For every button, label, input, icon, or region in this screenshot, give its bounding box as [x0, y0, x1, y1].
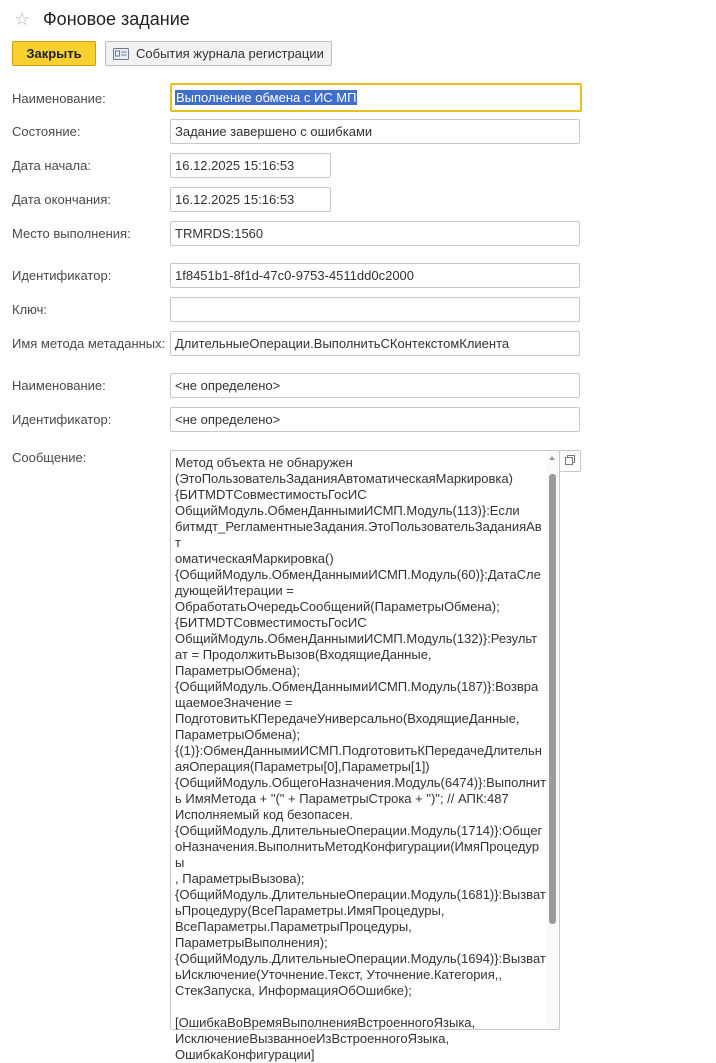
state-label: Состояние: [12, 124, 81, 139]
name2-field[interactable]: <не определено> [170, 373, 580, 398]
method-field[interactable]: ДлительныеОперации.ВыполнитьСКонтекстомКлиента [170, 331, 580, 356]
star-icon[interactable]: ☆ [14, 9, 31, 29]
start-date-label: Дата начала: [12, 158, 91, 173]
scrollbar-thumb[interactable] [549, 474, 556, 924]
location-label: Место выполнения: [12, 226, 131, 241]
close-button[interactable]: Закрыть [12, 41, 96, 66]
key-field[interactable] [170, 297, 580, 322]
start-date-field[interactable]: 16.12.2025 15:16:53 [170, 153, 331, 178]
title-bar [14, 7, 190, 31]
expand-icon [564, 454, 576, 469]
message-label: Сообщение: [12, 450, 87, 465]
name-field[interactable] [170, 83, 582, 112]
name-label: Наименование: [12, 91, 106, 106]
name-value: Выполнение обмена с ИС МП [176, 90, 357, 105]
message-text: Метод объекта не обнаружен (ЭтоПользовательЗаданияАвтоматическаяМаркировка) {БИТМDTСовместимостьГосИС ОбщийМодуль.ОбменДаннымиИСМП.Модуль(113)}:Если битмдт_РегламентныеЗадания.ЭтоПользовательЗаданияАвт оматическаяМаркировка() {ОбщийМодуль.ОбменДаннымиИСМП.Модуль(60)}:ДатаСле дующейИтерации = ОбработатьОчередьСообщений(ПараметрыОбмена); {БИТМDTСовместимостьГосИС ОбщийМодуль.ОбменДаннымиИСМП.Модуль(132)}:Результ ат = ПродолжитьВызов(ВходящиеДанные, ПараметрыОбмена); {ОбщийМодуль.ОбменДаннымиИСМП.Модуль(187)}:Возвра щаемоеЗначение = ПодготовитьКПередачеУниверсально(ВходящиеДанные, ПараметрыОбмена); {(1)}:ОбменДаннымиИСМП.ПодготовитьКПередачеДлительн аяОперация(Параметры[0],Параметры[1]) {ОбщийМодуль.ОбщегоНазначения.Модуль(6474)}:Выполнит ь ИмяМетода + "(" + ПараметрыСтрока + ")"; // АПК:487 Исполняемый код безопасен. {ОбщийМодуль.ДлительныеОперации.Модуль(1714)}:Общег оНазначения.ВыполнитьМетодКонфигурации(ИмяПроцедуры , ПараметрыВызова); {ОбщийМодуль.ДлительныеОперации.Модуль(1681)}:Вызват ьПроцедуру(ВсеПараметры.ИмяПроцедуры, ВсеПараметры.ПараметрыПроцедуры, ПараметрыВыполнения); {ОбщийМодуль.ДлительныеОперации.Модуль(1694)}:Вызват ьИсключение(Уточнение.Текст, Уточнение.Категория,, СтекЗапуска, ИнформацияОбОшибке); [ОшибкаВоВремяВыполненияВстроенногоЯзыка, ИсключениеВызванноеИзВстроенногоЯзыка, ОшибкаКонфигурации] [175, 455, 547, 1062]
message-scrollbar[interactable] [547, 452, 558, 1029]
id2-label: Идентификатор: [12, 412, 112, 427]
name2-label: Наименование: [12, 378, 106, 393]
id2-field[interactable]: <не определено> [170, 407, 580, 432]
end-date-field[interactable]: 16.12.2025 15:16:53 [170, 187, 331, 212]
key-label: Ключ: [12, 302, 48, 317]
state-field[interactable]: Задание завершено с ошибками [170, 119, 580, 144]
location-field[interactable]: TRMRDS:1560 [170, 221, 580, 246]
scroll-up-icon[interactable] [549, 456, 555, 460]
message-textarea[interactable] [170, 450, 560, 1062]
id-label: Идентификатор: [12, 268, 112, 283]
event-log-label: События журнала регистрации [136, 46, 324, 61]
expand-button[interactable] [559, 450, 581, 472]
event-log-button[interactable] [105, 41, 332, 66]
page-title: Фоновое задание [43, 8, 190, 29]
event-log-icon [113, 48, 129, 60]
id-field[interactable]: 1f8451b1-8f1d-47c0-9753-4511dd0c2000 [170, 263, 580, 288]
method-label: Имя метода метаданных: [12, 336, 166, 351]
end-date-label: Дата окончания: [12, 192, 111, 207]
